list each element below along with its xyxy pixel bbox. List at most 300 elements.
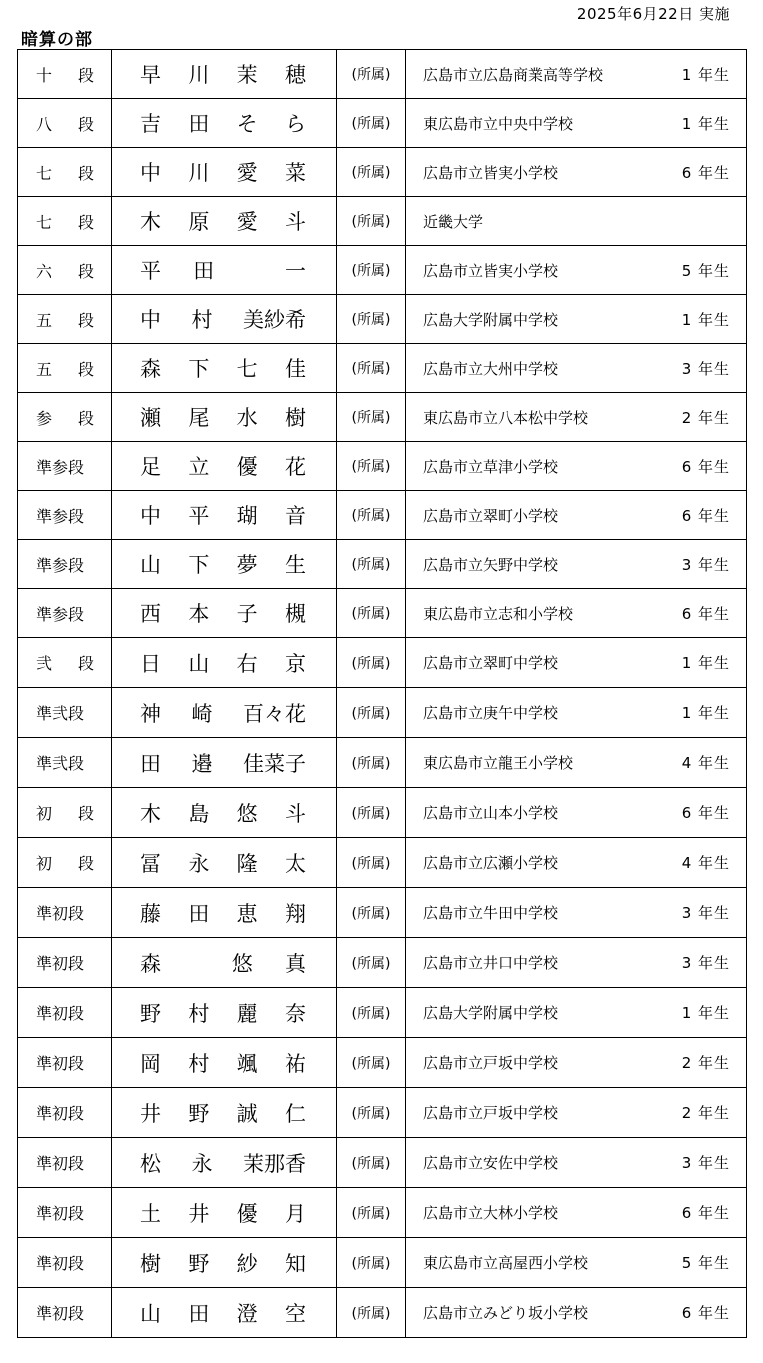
rank-char: 準参段 [36, 604, 85, 624]
table-row [18, 540, 747, 589]
rank-cell [18, 491, 112, 540]
affiliation-label: (所属) [337, 1138, 406, 1188]
table-row [18, 393, 747, 442]
school-name: 広島市立大林小学校 [423, 1204, 559, 1222]
name-part: 水 [236, 406, 258, 430]
name-part [246, 255, 253, 285]
rank-char: 準弐段 [36, 754, 85, 773]
name-part: 中 [140, 161, 161, 185]
rank [36, 504, 94, 527]
name-part: 尾 [188, 406, 210, 430]
table-row [18, 589, 747, 638]
school-cell [406, 540, 747, 589]
school-cell [406, 197, 747, 246]
rank-char: 十 [36, 65, 53, 85]
rank [36, 1001, 94, 1024]
student-name [140, 998, 306, 1028]
grade: 3 年生 [681, 555, 730, 574]
rank [36, 455, 94, 478]
name-part: 音 [284, 504, 306, 528]
name-part: 太 [284, 851, 306, 876]
affiliation-label: (所属) [337, 295, 406, 344]
grade: 4 年生 [681, 754, 730, 772]
name-part: 佳菜子 [243, 751, 306, 776]
affiliation-label: (所属) [337, 1038, 406, 1088]
rank-char: 段 [77, 804, 94, 823]
school-name: 広島市立みどり坂小学校 [423, 1304, 589, 1322]
name-part: 村 [191, 308, 213, 332]
rank-char: 七 [36, 163, 53, 183]
rank [36, 308, 94, 331]
grade: 5 年生 [681, 1254, 730, 1272]
affiliation-label: (所属) [337, 393, 406, 442]
rank [36, 1251, 94, 1274]
name-part: 美紗希 [243, 308, 306, 332]
rank-cell [18, 1188, 112, 1238]
rank-char: 準初段 [36, 1054, 85, 1073]
name-part: 茉那香 [243, 1151, 306, 1176]
name-cell [112, 1088, 337, 1138]
table-row [18, 1088, 747, 1138]
name-part: 颯 [236, 1051, 258, 1076]
name-part: 恵 [236, 901, 258, 926]
name-part: 崎 [191, 701, 213, 726]
school-cell [406, 1238, 747, 1288]
table-row [18, 1238, 747, 1288]
rank-char: 段 [77, 854, 94, 873]
student-name [140, 898, 306, 928]
rank [36, 651, 94, 674]
name-part: 愛 [236, 161, 258, 185]
school-name: 近畿大学 [423, 212, 484, 231]
table-row [18, 888, 747, 938]
name-part: 田 [140, 751, 161, 776]
name-cell [112, 589, 337, 638]
name-part: ら [284, 112, 306, 136]
school-cell [406, 295, 747, 344]
name-part: 田 [193, 259, 215, 283]
student-name [140, 1198, 306, 1228]
rank-char: 段 [77, 408, 94, 428]
student-name [140, 748, 306, 778]
grade: 2 年生 [681, 1104, 730, 1122]
affiliation-label: (所属) [337, 1238, 406, 1288]
school-cell [406, 938, 747, 988]
name-part: 仁 [284, 1101, 306, 1126]
school-name: 東広島市立中央中学校 [423, 114, 574, 133]
student-name [140, 402, 306, 432]
school-cell [406, 738, 747, 788]
school-cell [406, 1088, 747, 1138]
rank-cell [18, 938, 112, 988]
affiliation-label: (所属) [337, 888, 406, 938]
name-part: 百々花 [243, 701, 306, 726]
student-name [140, 206, 306, 236]
student-name [140, 108, 306, 138]
name-cell [112, 1138, 337, 1188]
table-row [18, 197, 747, 246]
name-part: 野 [140, 1001, 161, 1026]
rank [36, 1051, 94, 1074]
rank-char: 段 [77, 163, 94, 183]
name-part: 麗 [236, 1001, 258, 1026]
school-cell [406, 148, 747, 197]
school-name: 東広島市立八本松中学校 [423, 408, 589, 427]
name-part: 野 [188, 1101, 210, 1126]
rank-char: 段 [77, 212, 94, 232]
results-table-body [18, 50, 747, 1338]
name-part: 本 [188, 602, 210, 626]
affiliation-label: (所属) [337, 197, 406, 246]
name-part: 子 [236, 602, 258, 626]
rank [36, 406, 94, 429]
table-row [18, 738, 747, 788]
rank-char: 八 [36, 114, 53, 134]
name-part: 島 [188, 801, 210, 826]
table-row [18, 988, 747, 1038]
name-part: 佳 [284, 357, 306, 381]
name-part: 永 [188, 851, 210, 876]
school-name: 広島市立牛田中学校 [423, 904, 559, 922]
rank-cell [18, 540, 112, 589]
school-name: 広島市立草津小学校 [423, 457, 559, 476]
table-row [18, 50, 747, 99]
school-name: 広島市立庚午中学校 [423, 704, 559, 722]
rank [36, 851, 94, 874]
rank-char: 準初段 [36, 1104, 85, 1123]
student-name [140, 1048, 306, 1078]
name-part: 祐 [284, 1051, 306, 1076]
name-cell [112, 938, 337, 988]
name-part: 樹 [284, 406, 306, 430]
rank [36, 112, 94, 135]
name-part: 中 [140, 308, 161, 332]
name-cell [112, 838, 337, 888]
name-part: 岡 [140, 1051, 161, 1076]
name-part: 澄 [236, 1301, 258, 1326]
name-cell [112, 99, 337, 148]
name-part: 村 [188, 1051, 210, 1076]
rank [36, 259, 94, 282]
table-row [18, 1038, 747, 1088]
rank-cell [18, 99, 112, 148]
affiliation-label: (所属) [337, 638, 406, 688]
name-part: 森 [140, 357, 161, 381]
name-part: 斗 [284, 801, 306, 826]
name-cell [112, 393, 337, 442]
grade: 5 年生 [681, 261, 730, 280]
affiliation-label: (所属) [337, 246, 406, 295]
name-part: 優 [236, 455, 258, 479]
name-part: 中 [140, 504, 161, 528]
section-title: 暗算の部 [21, 30, 93, 50]
grade: 6 年生 [681, 604, 730, 623]
name-part: 花 [284, 455, 306, 479]
name-cell [112, 491, 337, 540]
student-name [140, 648, 306, 678]
rank-char: 準弐段 [36, 704, 85, 723]
student-name [140, 848, 306, 878]
name-part: 夢 [236, 553, 258, 577]
rank-cell [18, 788, 112, 838]
rank-char: 段 [77, 114, 94, 134]
school-name: 広島市立翠町中学校 [423, 654, 559, 672]
grade: 1 年生 [681, 310, 730, 329]
student-name [140, 798, 306, 828]
rank-char: 準参段 [36, 457, 85, 477]
rank-char: 準参段 [36, 555, 85, 575]
name-cell [112, 344, 337, 393]
results-table [17, 49, 747, 1338]
affiliation-label: (所属) [337, 1088, 406, 1138]
name-part: 吉 [140, 112, 161, 136]
name-cell [112, 1288, 337, 1338]
grade: 1 年生 [681, 65, 730, 84]
affiliation-label: (所属) [337, 938, 406, 988]
event-date: 2025年6月22日 実施 [576, 5, 730, 23]
school-name: 広島市立皆実小学校 [423, 261, 559, 280]
rank [36, 602, 94, 625]
affiliation-label: (所属) [337, 1188, 406, 1238]
rank-cell [18, 442, 112, 491]
rank [36, 1301, 94, 1324]
name-part: 木 [140, 801, 161, 826]
name-part [193, 948, 200, 978]
rank-char: 六 [36, 261, 53, 281]
rank [36, 1151, 94, 1174]
rank-char: 準初段 [36, 1304, 85, 1323]
name-cell [112, 50, 337, 99]
school-name: 広島市立翠町小学校 [423, 506, 559, 525]
name-part: 七 [236, 357, 258, 381]
grade: 3 年生 [681, 954, 730, 972]
grade: 1 年生 [681, 654, 730, 672]
name-part: 邉 [191, 751, 213, 776]
school-cell [406, 788, 747, 838]
name-part: 冨 [140, 851, 161, 876]
name-part: 野 [188, 1251, 210, 1276]
school-name: 広島市立戸坂中学校 [423, 1104, 559, 1122]
school-cell [406, 50, 747, 99]
student-name [140, 698, 306, 728]
rank [36, 801, 94, 824]
school-cell [406, 393, 747, 442]
table-row [18, 1288, 747, 1338]
grade: 1 年生 [681, 114, 730, 133]
school-cell [406, 1288, 747, 1338]
rank-cell [18, 1038, 112, 1088]
name-cell [112, 688, 337, 738]
rank-char: 参 [36, 408, 53, 428]
table-row [18, 938, 747, 988]
name-part: 永 [191, 1151, 213, 1176]
rank-char: 段 [77, 261, 94, 281]
school-name: 広島大学附属中学校 [423, 1004, 559, 1022]
rank-char: 準初段 [36, 1204, 85, 1223]
rank-cell [18, 888, 112, 938]
name-cell [112, 246, 337, 295]
table-row [18, 838, 747, 888]
grade: 4 年生 [681, 854, 730, 872]
affiliation-label: (所属) [337, 540, 406, 589]
student-name [140, 255, 306, 285]
name-part: 月 [284, 1201, 306, 1226]
name-cell [112, 738, 337, 788]
rank-cell [18, 1238, 112, 1288]
grade: 1 年生 [681, 1004, 730, 1022]
school-name: 広島市立山本小学校 [423, 804, 559, 822]
school-cell [406, 1138, 747, 1188]
name-part: 足 [140, 455, 161, 479]
name-part: 瑚 [236, 504, 258, 528]
rank [36, 357, 94, 380]
student-name [140, 304, 306, 334]
table-row [18, 688, 747, 738]
student-name [140, 1098, 306, 1128]
rank [36, 1101, 94, 1124]
school-name: 東広島市立志和小学校 [423, 604, 574, 623]
rank [36, 751, 94, 774]
name-part: 誠 [236, 1101, 258, 1126]
school-cell [406, 688, 747, 738]
affiliation-label: (所属) [337, 99, 406, 148]
affiliation-label: (所属) [337, 148, 406, 197]
school-cell [406, 589, 747, 638]
name-part: 斗 [284, 210, 306, 234]
student-name [140, 1248, 306, 1278]
affiliation-label: (所属) [337, 442, 406, 491]
name-part: 愛 [236, 210, 258, 234]
grade: 6 年生 [681, 163, 730, 182]
rank [36, 553, 94, 576]
school-cell [406, 838, 747, 888]
grade: 1 年生 [681, 704, 730, 722]
grade: 6 年生 [681, 804, 730, 822]
school-name: 広島大学附属中学校 [423, 310, 559, 329]
affiliation-label: (所属) [337, 838, 406, 888]
name-part: 田 [188, 1301, 210, 1326]
name-cell [112, 988, 337, 1038]
name-part: 平 [140, 259, 161, 283]
school-cell [406, 491, 747, 540]
name-part: 樹 [140, 1251, 161, 1276]
school-name: 広島市立広瀬小学校 [423, 854, 559, 872]
school-cell [406, 988, 747, 1038]
rank-char: 七 [36, 212, 53, 232]
name-part: 日 [140, 651, 161, 676]
name-part: 土 [140, 1201, 161, 1226]
name-part: 京 [284, 651, 306, 676]
affiliation-label: (所属) [337, 988, 406, 1038]
school-name: 広島市立井口中学校 [423, 954, 559, 972]
grade: 6 年生 [681, 457, 730, 476]
rank-cell [18, 589, 112, 638]
rank-cell [18, 246, 112, 295]
grade: 6 年生 [681, 1204, 730, 1222]
rank-char: 準初段 [36, 1154, 85, 1173]
name-part: 山 [188, 651, 210, 676]
name-part: 松 [140, 1151, 161, 1176]
school-name: 広島市立大州中学校 [423, 359, 559, 378]
name-cell [112, 148, 337, 197]
name-part: 立 [188, 455, 210, 479]
student-name [140, 157, 306, 187]
rank-cell [18, 50, 112, 99]
rank [36, 901, 94, 924]
affiliation-label: (所属) [337, 688, 406, 738]
name-part: 優 [236, 1201, 258, 1226]
name-part: 平 [188, 504, 210, 528]
rank-char: 準初段 [36, 1004, 85, 1023]
school-name: 広島市立広島商業高等学校 [423, 65, 604, 84]
rank-char: 準初段 [36, 954, 85, 973]
grade: 2 年生 [681, 408, 730, 427]
name-part: そ [236, 112, 258, 136]
name-part: 紗 [236, 1251, 258, 1276]
rank-cell [18, 197, 112, 246]
name-cell [112, 1238, 337, 1288]
rank-char: 五 [36, 310, 53, 330]
affiliation-label: (所属) [337, 491, 406, 540]
name-part: 井 [188, 1201, 210, 1226]
school-cell [406, 638, 747, 688]
name-part: 空 [284, 1301, 306, 1326]
rank-cell [18, 1088, 112, 1138]
name-cell [112, 295, 337, 344]
school-cell [406, 1188, 747, 1238]
student-name [140, 353, 306, 383]
name-cell [112, 442, 337, 491]
rank [36, 951, 94, 974]
rank-cell [18, 393, 112, 442]
name-part: 奈 [284, 1001, 306, 1026]
table-row [18, 788, 747, 838]
school-name: 広島市立戸坂中学校 [423, 1054, 559, 1072]
school-cell [406, 99, 747, 148]
rank [36, 63, 94, 86]
name-part: 川 [188, 63, 210, 87]
rank-cell [18, 1138, 112, 1188]
rank-cell [18, 838, 112, 888]
rank-cell [18, 295, 112, 344]
rank-char: 初 [36, 854, 53, 873]
name-part: 神 [140, 701, 161, 726]
name-part: 山 [140, 553, 161, 577]
name-part: 悠 [236, 801, 258, 826]
name-part: 右 [236, 651, 258, 676]
rank-char: 五 [36, 359, 53, 379]
table-row [18, 344, 747, 393]
school-cell [406, 442, 747, 491]
name-part: 森 [140, 951, 161, 976]
rank-char: 段 [77, 310, 94, 330]
school-name: 広島市立皆実小学校 [423, 163, 559, 182]
name-part: 田 [188, 112, 210, 136]
rank-char: 段 [77, 654, 94, 673]
name-part: 木 [140, 210, 161, 234]
table-row [18, 246, 747, 295]
rank-char: 段 [77, 359, 94, 379]
student-name [140, 1298, 306, 1328]
affiliation-label: (所属) [337, 1288, 406, 1338]
table-row [18, 491, 747, 540]
name-part: 菜 [284, 161, 306, 185]
school-cell [406, 888, 747, 938]
rank [36, 210, 94, 233]
grade: 3 年生 [681, 904, 730, 922]
grade: 6 年生 [681, 506, 730, 525]
name-part: 村 [188, 1001, 210, 1026]
